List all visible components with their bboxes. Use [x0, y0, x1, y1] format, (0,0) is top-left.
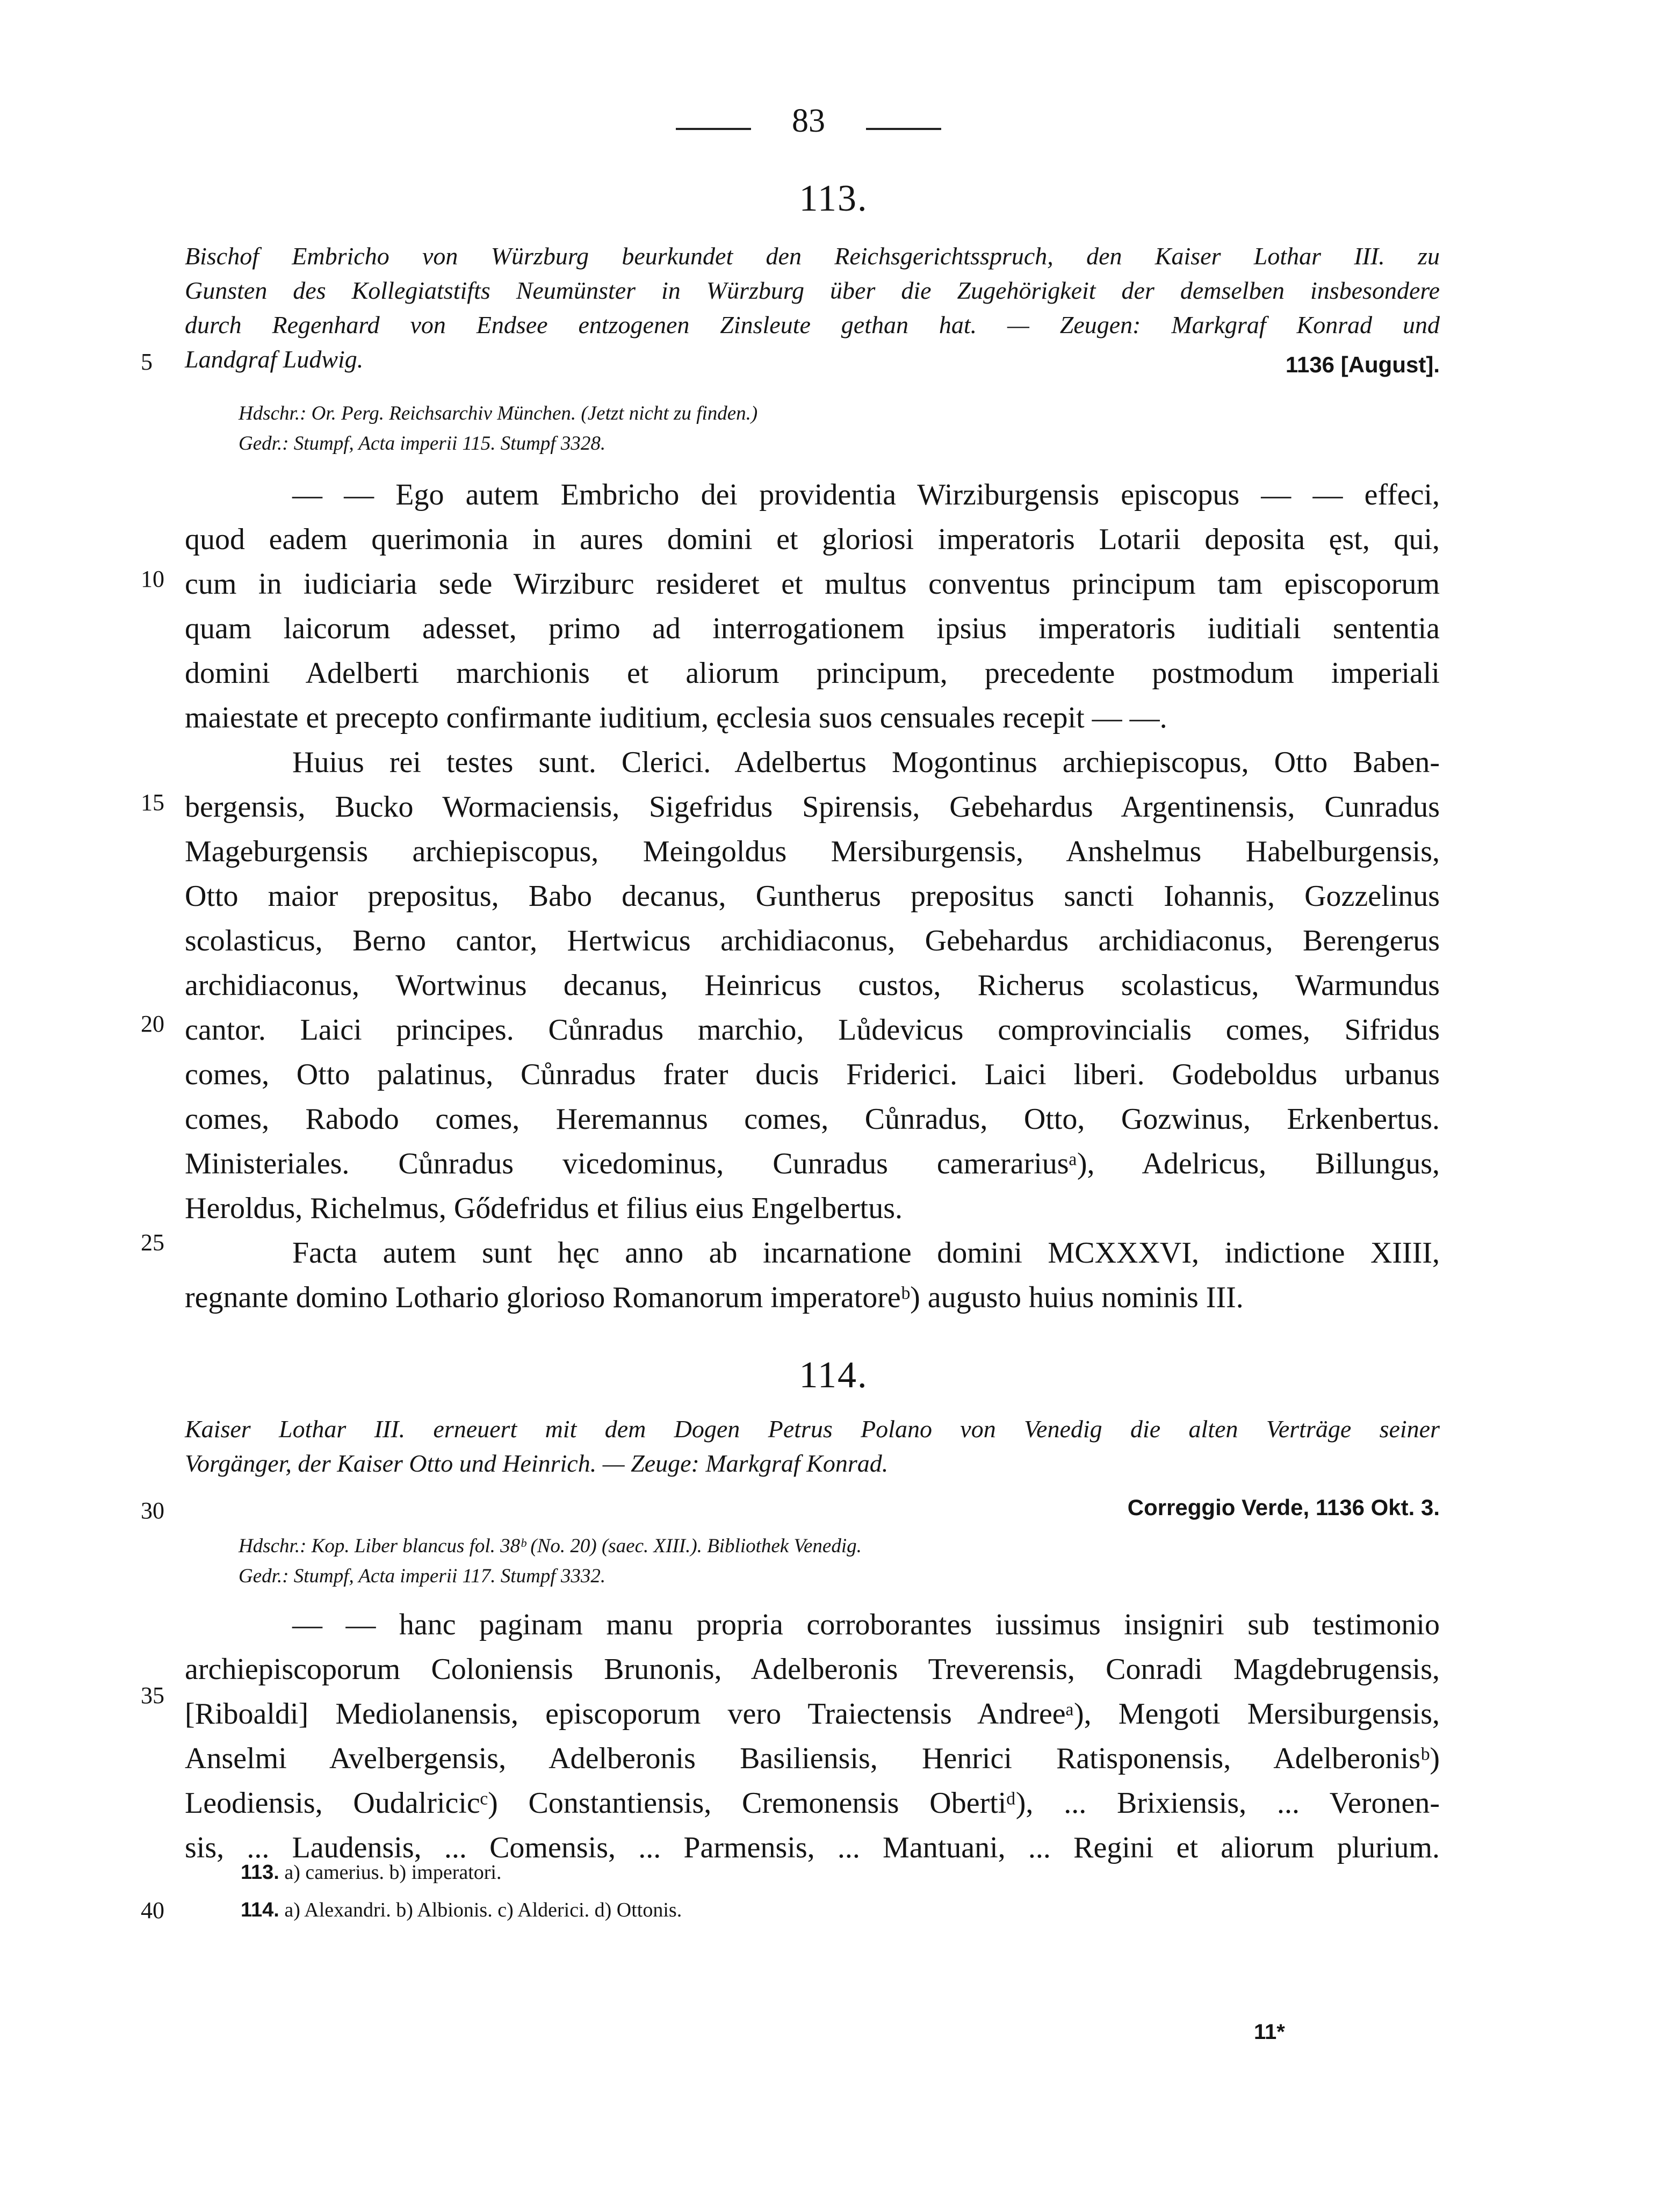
- line-number: 20: [141, 1011, 164, 1037]
- date-113: 1136 [August].: [1285, 352, 1440, 377]
- text-line: Heroldus, Richelmus, Gődefridus et filius eius Engelbertus.: [185, 1192, 903, 1225]
- footnote-114: [241, 1891, 682, 1929]
- line-number: 15: [141, 789, 164, 816]
- footnote-doc-ref: 114.: [241, 1899, 279, 1921]
- line-number: 35: [141, 1682, 164, 1709]
- text-line: archiepiscoporum Coloniensis Brunonis, Adelberonis Treverensis, Conradi Magdebrugensis,: [185, 1653, 1440, 1686]
- regest-line: Gunsten des Kollegiatstifts Neumünster in Würzburg über die Zugehörigkeit der demselben insbesondere: [185, 277, 1440, 304]
- line-number: 5: [141, 349, 153, 375]
- footnotes: [241, 1854, 682, 1929]
- text-line: Leodiensis, Oudalricicᶜ) Constantiensis, Cremonensis Obertiᵈ), ... Brixiensis, ... Veronen-: [185, 1786, 1440, 1820]
- text-line: [Riboaldi] Mediolanensis, episcoporum vero Traiectensis Andreeᵃ), Mengoti Mersiburgensis,: [185, 1697, 1440, 1731]
- text-line: sis, ... Laudensis, ... Comensis, ... Parmensis, ... Mantuani, ... Regini et aliorum plurium.: [185, 1831, 1440, 1864]
- signature-mark: 11*: [1254, 2020, 1285, 2044]
- text-line: cum in iudiciaria sede Wirziburc resideret et multus conventus principum tam episcoporum: [185, 567, 1440, 601]
- running-head-rule-right: [866, 128, 941, 130]
- regest-114: [185, 1412, 1440, 1481]
- running-head-rule-left: [676, 128, 751, 130]
- document-number-114: 114.: [799, 1354, 868, 1396]
- text-line: bergensis, Bucko Wormaciensis, Sigefridus Spirensis, Gebehardus Argentinensis, Cunradus: [185, 790, 1440, 824]
- source-print: Gedr.: Stumpf, Acta imperii 115. Stumpf 3328.: [239, 433, 606, 455]
- source-manuscript: Hdschr.: Kop. Liber blancus fol. 38ᵇ (No. 20) (saec. XIII.). Bibliothek Venedig.: [239, 1535, 862, 1557]
- regest-line: Vorgänger, der Kaiser Otto und Heinrich. — Zeuge: Markgraf Konrad.: [185, 1450, 889, 1477]
- regest-line: Kaiser Lothar III. erneuert mit dem Dogen Petrus Polano von Venedig die alten Verträge seiner: [185, 1415, 1440, 1443]
- line-number: 40: [141, 1897, 164, 1923]
- text-line: cantor. Laici principes. Cůnradus marchio, Lůdevicus comprovincialis comes, Sifridus: [185, 1013, 1440, 1047]
- footnote-text: a) Alexandri. b) Albionis. c) Alderici. d) Ottonis.: [284, 1899, 682, 1921]
- text-114: [185, 1603, 1440, 1870]
- text-line: — — hanc paginam manu propria corroborantes iussimus insigniri sub testimonio: [292, 1608, 1440, 1641]
- line-number: 10: [141, 566, 164, 592]
- text-line: Anselmi Avelbergensis, Adelberonis Basiliensis, Henrici Ratisponensis, Adelberonisᵇ): [185, 1742, 1440, 1775]
- text-line: — — Ego autem Embricho dei providentia Wirziburgensis episcopus — — effeci,: [292, 478, 1440, 511]
- text-line: Huius rei testes sunt. Clerici. Adelbertus Mogontinus archiepiscopus, Otto Baben-: [292, 746, 1440, 779]
- text-line: maiestate et precepto confirmante iuditium, ęcclesia suos censuales recepit — —.: [185, 701, 1167, 734]
- text-line: domini Adelberti marchionis et aliorum principum, precedente postmodum imperiali: [185, 657, 1440, 690]
- text-113: [185, 473, 1440, 1320]
- footnote-doc-ref: 113.: [241, 1861, 279, 1884]
- text-line: Mageburgensis archiepiscopus, Meingoldus Mersiburgensis, Anshelmus Habelburgensis,: [185, 835, 1440, 868]
- text-line: quam laicorum adesset, primo ad interrogationem ipsius imperatoris iuditiali sententia: [185, 612, 1440, 645]
- text-line: scolasticus, Berno cantor, Hertwicus archidiaconus, Gebehardus archidiaconus, Berengerus: [185, 924, 1440, 957]
- regest-line: durch Regenhard von Endsee entzogenen Zinsleute gethan hat. — Zeugen: Markgraf Konrad und: [185, 311, 1440, 338]
- text-line: archidiaconus, Wortwinus decanus, Heinricus custos, Richerus scolasticus, Warmundus: [185, 969, 1440, 1002]
- sources-113: [239, 399, 757, 459]
- line-number: 25: [141, 1229, 164, 1256]
- text-line: Facta autem sunt hęc anno ab incarnatione domini MCXXXVI, indictione XIIII,: [292, 1236, 1440, 1270]
- document-number-113: 113.: [799, 178, 868, 219]
- text-line: comes, Rabodo comes, Heremannus comes, Cůnradus, Otto, Gozwinus, Erkenbertus.: [185, 1103, 1440, 1136]
- text-line: comes, Otto palatinus, Cůnradus frater ducis Friderici. Laici liberi. Godeboldus urbanus: [185, 1058, 1440, 1091]
- page-number: 83: [792, 103, 825, 139]
- text-line: quod eadem querimonia in aures domini et gloriosi imperatoris Lotarii deposita ęst, qui,: [185, 523, 1440, 556]
- line-number: 30: [141, 1497, 164, 1524]
- regest-line: Landgraf Ludwig.: [185, 345, 364, 373]
- text-line: Ministeriales. Cůnradus vicedominus, Cunradus camerariusᵃ), Adelricus, Billungus,: [185, 1147, 1440, 1180]
- footnote-text: a) camerius. b) imperatori.: [284, 1861, 502, 1884]
- regest-line: Bischof Embricho von Würzburg beurkundet den Reichsgerichtsspruch, den Kaiser Lothar III. zu: [185, 242, 1440, 270]
- sources-114: [239, 1531, 862, 1591]
- source-print: Gedr.: Stumpf, Acta imperii 117. Stumpf 3332.: [239, 1565, 606, 1587]
- running-head: [0, 102, 1667, 150]
- date-114: Correggio Verde, 1136 Okt. 3.: [1127, 1495, 1440, 1520]
- source-manuscript: Hdschr.: Or. Perg. Reichsarchiv München. (Jetzt nicht zu finden.): [239, 402, 758, 424]
- text-line: Otto maior prepositus, Babo decanus, Guntherus prepositus sancti Iohannis, Gozzelinus: [185, 880, 1440, 913]
- footnote-113: [241, 1854, 682, 1891]
- text-line: regnante domino Lothario glorioso Romanorum imperatoreᵇ) augusto huius nominis III.: [185, 1281, 1244, 1314]
